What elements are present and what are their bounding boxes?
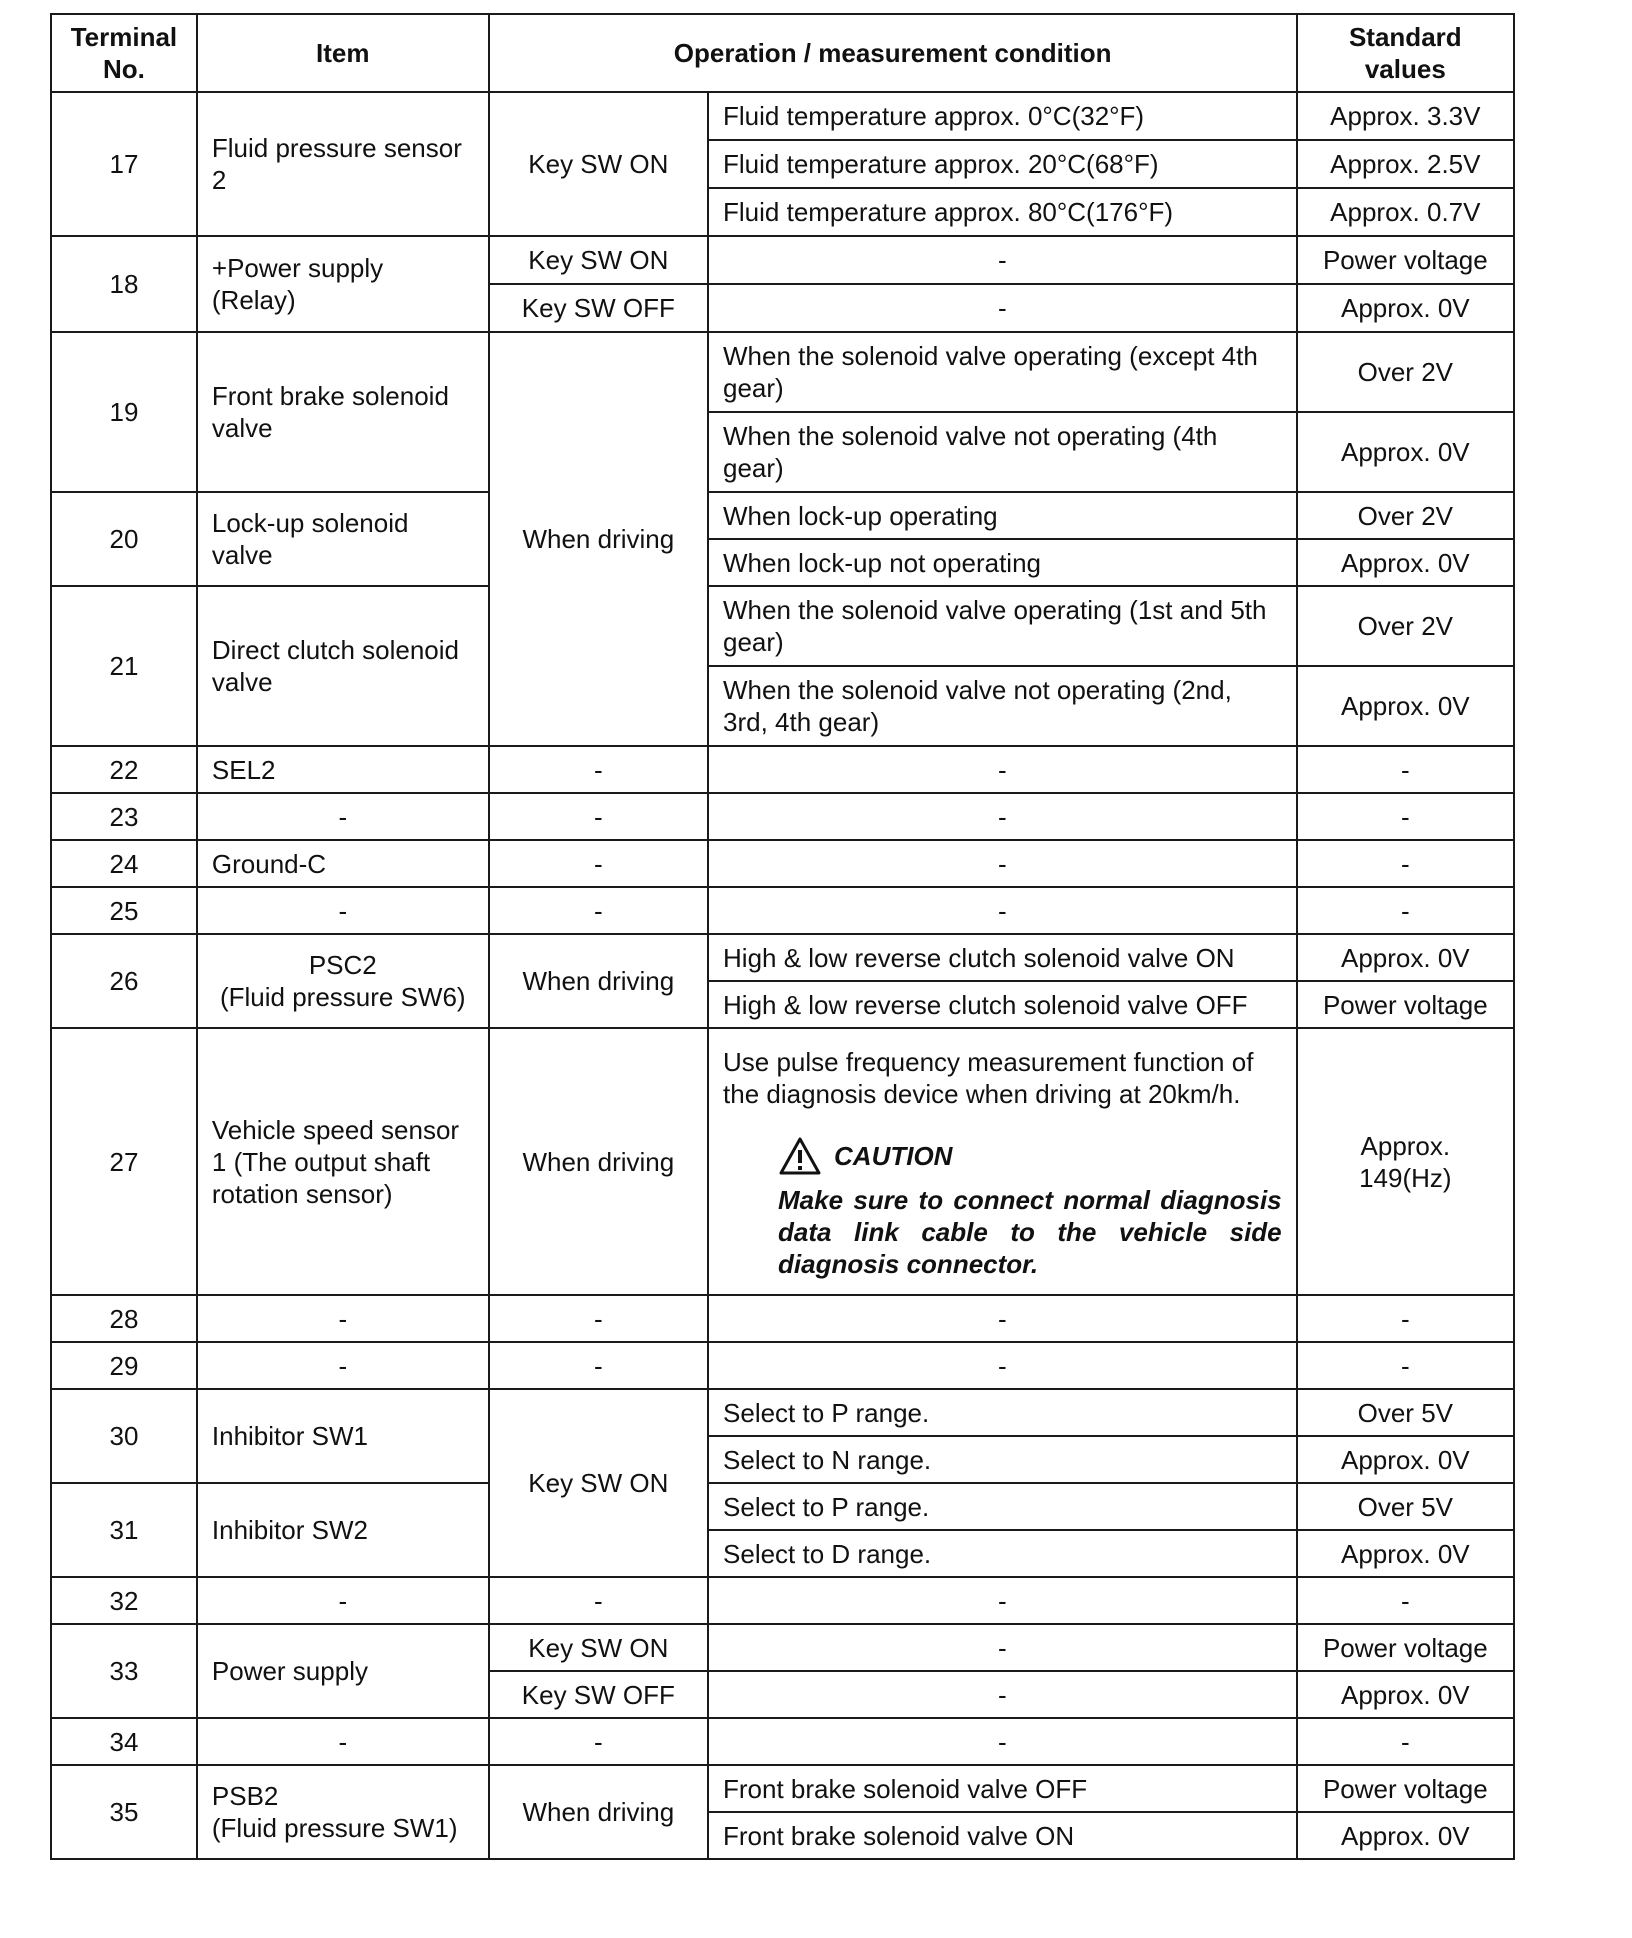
table-row bbox=[51, 746, 1514, 793]
table-row bbox=[51, 1624, 1514, 1671]
terminal-no: 17 bbox=[51, 92, 197, 236]
table-row bbox=[51, 1028, 1514, 1295]
item-name: - bbox=[197, 793, 489, 840]
operation: - bbox=[489, 887, 708, 934]
condition: Fluid temperature approx. 80°C(176°F) bbox=[708, 188, 1297, 236]
standard-value: Approx. 0V bbox=[1297, 934, 1514, 981]
table-row bbox=[51, 793, 1514, 840]
operation: - bbox=[489, 1342, 708, 1389]
table-row bbox=[51, 1342, 1514, 1389]
item-name: Front brake solenoid valve bbox=[197, 332, 489, 492]
table-row bbox=[51, 934, 1514, 981]
item-name bbox=[197, 934, 489, 1028]
caution-triangle-icon bbox=[778, 1136, 822, 1176]
item-name: Vehicle speed sensor 1 (The output shaft rotation sensor) bbox=[197, 1028, 489, 1295]
operation: Key SW OFF bbox=[489, 284, 708, 332]
standard-value: - bbox=[1297, 1577, 1514, 1624]
condition: High & low reverse clutch solenoid valve OFF bbox=[708, 981, 1297, 1028]
item-name: Power supply bbox=[197, 1624, 489, 1718]
condition: - bbox=[708, 236, 1297, 284]
terminal-no: 18 bbox=[51, 236, 197, 332]
condition: - bbox=[708, 1671, 1297, 1718]
condition bbox=[708, 1028, 1297, 1295]
operation: - bbox=[489, 1718, 708, 1765]
condition: - bbox=[708, 840, 1297, 887]
item-name: Ground-C bbox=[197, 840, 489, 887]
item-name: - bbox=[197, 1342, 489, 1389]
table-row bbox=[51, 1389, 1514, 1436]
terminal-no: 21 bbox=[51, 586, 197, 746]
terminal-no: 34 bbox=[51, 1718, 197, 1765]
condition: When the solenoid valve operating (except 4th gear) bbox=[708, 332, 1297, 412]
table-row bbox=[51, 1483, 1514, 1530]
standard-value: Approx. 0V bbox=[1297, 1436, 1514, 1483]
item-name bbox=[197, 1765, 489, 1859]
standard-value: Approx. 0V bbox=[1297, 1812, 1514, 1859]
operation: Key SW OFF bbox=[489, 1671, 708, 1718]
terminal-no: 27 bbox=[51, 1028, 197, 1295]
item-name: Lock-up solenoid valve bbox=[197, 492, 489, 586]
terminal-spec-table-sheet bbox=[50, 13, 1515, 1860]
table-row bbox=[51, 1765, 1514, 1812]
terminal-no: 19 bbox=[51, 332, 197, 492]
terminal-no: 30 bbox=[51, 1389, 197, 1483]
standard-value: - bbox=[1297, 1718, 1514, 1765]
terminal-no: 25 bbox=[51, 887, 197, 934]
standard-value: Over 2V bbox=[1297, 332, 1514, 412]
condition: Select to D range. bbox=[708, 1530, 1297, 1577]
condition: Select to P range. bbox=[708, 1389, 1297, 1436]
table-row bbox=[51, 92, 1514, 140]
item-name: - bbox=[197, 887, 489, 934]
condition: When the solenoid valve not operating (4th gear) bbox=[708, 412, 1297, 492]
item-name-line2: (Fluid pressure SW6) bbox=[219, 982, 466, 1012]
item-name-line1: PSB2 bbox=[211, 1781, 279, 1811]
terminal-no: 28 bbox=[51, 1295, 197, 1342]
item-name: - bbox=[197, 1295, 489, 1342]
operation: - bbox=[489, 1577, 708, 1624]
standard-value: Approx. 0V bbox=[1297, 539, 1514, 586]
header-row bbox=[51, 14, 1514, 92]
item-name: - bbox=[197, 1718, 489, 1765]
condition: - bbox=[708, 1718, 1297, 1765]
operation: When driving bbox=[489, 332, 708, 746]
standard-value: Approx. 3.3V bbox=[1297, 92, 1514, 140]
item-name: SEL2 bbox=[197, 746, 489, 793]
header-standard: Standard values bbox=[1297, 14, 1514, 92]
condition: - bbox=[708, 887, 1297, 934]
terminal-no: 29 bbox=[51, 1342, 197, 1389]
header-terminal: Terminal No. bbox=[51, 14, 197, 92]
operation: - bbox=[489, 840, 708, 887]
condition: Front brake solenoid valve OFF bbox=[708, 1765, 1297, 1812]
operation: When driving bbox=[489, 1028, 708, 1295]
item-name: Inhibitor SW2 bbox=[197, 1483, 489, 1577]
caution-title: CAUTION bbox=[834, 1140, 953, 1171]
condition: Select to P range. bbox=[708, 1483, 1297, 1530]
condition: - bbox=[708, 1577, 1297, 1624]
standard-value: Over 5V bbox=[1297, 1389, 1514, 1436]
caution-text: Make sure to connect normal diagnosis data link cable to the vehicle side diagnosis connector. bbox=[778, 1184, 1282, 1279]
condition: When the solenoid valve operating (1st and 5th gear) bbox=[708, 586, 1297, 666]
terminal-no: 35 bbox=[51, 1765, 197, 1859]
terminal-no: 22 bbox=[51, 746, 197, 793]
condition: High & low reverse clutch solenoid valve ON bbox=[708, 934, 1297, 981]
standard-value: - bbox=[1297, 1342, 1514, 1389]
operation: - bbox=[489, 746, 708, 793]
condition: Front brake solenoid valve ON bbox=[708, 1812, 1297, 1859]
standard-value: Approx. 2.5V bbox=[1297, 140, 1514, 188]
item-name: Direct clutch solenoid valve bbox=[197, 586, 489, 746]
table-row bbox=[51, 1577, 1514, 1624]
terminal-no: 26 bbox=[51, 934, 197, 1028]
condition: When lock-up not operating bbox=[708, 539, 1297, 586]
condition: - bbox=[708, 746, 1297, 793]
operation: When driving bbox=[489, 1765, 708, 1859]
item-name-line2: (Fluid pressure SW1) bbox=[211, 1813, 458, 1843]
operation: Key SW ON bbox=[489, 1624, 708, 1671]
operation: Key SW ON bbox=[489, 92, 708, 236]
condition: - bbox=[708, 1342, 1297, 1389]
standard-value: Over 2V bbox=[1297, 586, 1514, 666]
item-name: +Power supply (Relay) bbox=[197, 236, 489, 332]
item-name-line1: PSC2 bbox=[308, 950, 377, 980]
condition-text: Use pulse frequency measurement function of the diagnosis device when driving at 20km/h. bbox=[723, 1046, 1254, 1109]
operation: When driving bbox=[489, 934, 708, 1028]
operation: - bbox=[489, 1295, 708, 1342]
header-item: Item bbox=[197, 14, 489, 92]
table-row bbox=[51, 887, 1514, 934]
terminal-no: 20 bbox=[51, 492, 197, 586]
standard-value: Approx. 149(Hz) bbox=[1297, 1028, 1514, 1295]
standard-value: Approx. 0V bbox=[1297, 1671, 1514, 1718]
table-row bbox=[51, 586, 1514, 666]
condition: When lock-up operating bbox=[708, 492, 1297, 539]
condition: Select to N range. bbox=[708, 1436, 1297, 1483]
standard-value: Approx. 0V bbox=[1297, 666, 1514, 746]
standard-value: - bbox=[1297, 746, 1514, 793]
standard-value: Over 5V bbox=[1297, 1483, 1514, 1530]
terminal-no: 33 bbox=[51, 1624, 197, 1718]
condition: - bbox=[708, 1295, 1297, 1342]
standard-value: - bbox=[1297, 793, 1514, 840]
condition: - bbox=[708, 793, 1297, 840]
standard-value: Approx. 0V bbox=[1297, 412, 1514, 492]
terminal-no: 31 bbox=[51, 1483, 197, 1577]
table-row bbox=[51, 840, 1514, 887]
condition: When the solenoid valve not operating (2nd, 3rd, 4th gear) bbox=[708, 666, 1297, 746]
item-name: Fluid pressure sensor 2 bbox=[197, 92, 489, 236]
standard-value: - bbox=[1297, 1295, 1514, 1342]
table-row bbox=[51, 332, 1514, 412]
operation: Key SW ON bbox=[489, 1389, 708, 1577]
standard-value: Power voltage bbox=[1297, 981, 1514, 1028]
caution-heading bbox=[778, 1136, 1282, 1176]
operation: - bbox=[489, 793, 708, 840]
standard-value: - bbox=[1297, 840, 1514, 887]
item-name: - bbox=[197, 1577, 489, 1624]
condition: - bbox=[708, 284, 1297, 332]
terminal-no: 24 bbox=[51, 840, 197, 887]
condition: - bbox=[708, 1624, 1297, 1671]
table-row bbox=[51, 492, 1514, 539]
condition: Fluid temperature approx. 0°C(32°F) bbox=[708, 92, 1297, 140]
terminal-no: 32 bbox=[51, 1577, 197, 1624]
standard-value: Power voltage bbox=[1297, 1765, 1514, 1812]
standard-value: - bbox=[1297, 887, 1514, 934]
standard-value: Power voltage bbox=[1297, 236, 1514, 284]
terminal-spec-table bbox=[50, 13, 1515, 1860]
operation: Key SW ON bbox=[489, 236, 708, 284]
table-row bbox=[51, 236, 1514, 284]
standard-value: Approx. 0.7V bbox=[1297, 188, 1514, 236]
header-operation: Operation / measurement condition bbox=[489, 14, 1297, 92]
item-name: Inhibitor SW1 bbox=[197, 1389, 489, 1483]
condition: Fluid temperature approx. 20°C(68°F) bbox=[708, 140, 1297, 188]
standard-value: Approx. 0V bbox=[1297, 1530, 1514, 1577]
standard-value: Power voltage bbox=[1297, 1624, 1514, 1671]
standard-value: Over 2V bbox=[1297, 492, 1514, 539]
standard-value: Approx. 0V bbox=[1297, 284, 1514, 332]
terminal-no: 23 bbox=[51, 793, 197, 840]
table-row bbox=[51, 1718, 1514, 1765]
table-row bbox=[51, 1295, 1514, 1342]
